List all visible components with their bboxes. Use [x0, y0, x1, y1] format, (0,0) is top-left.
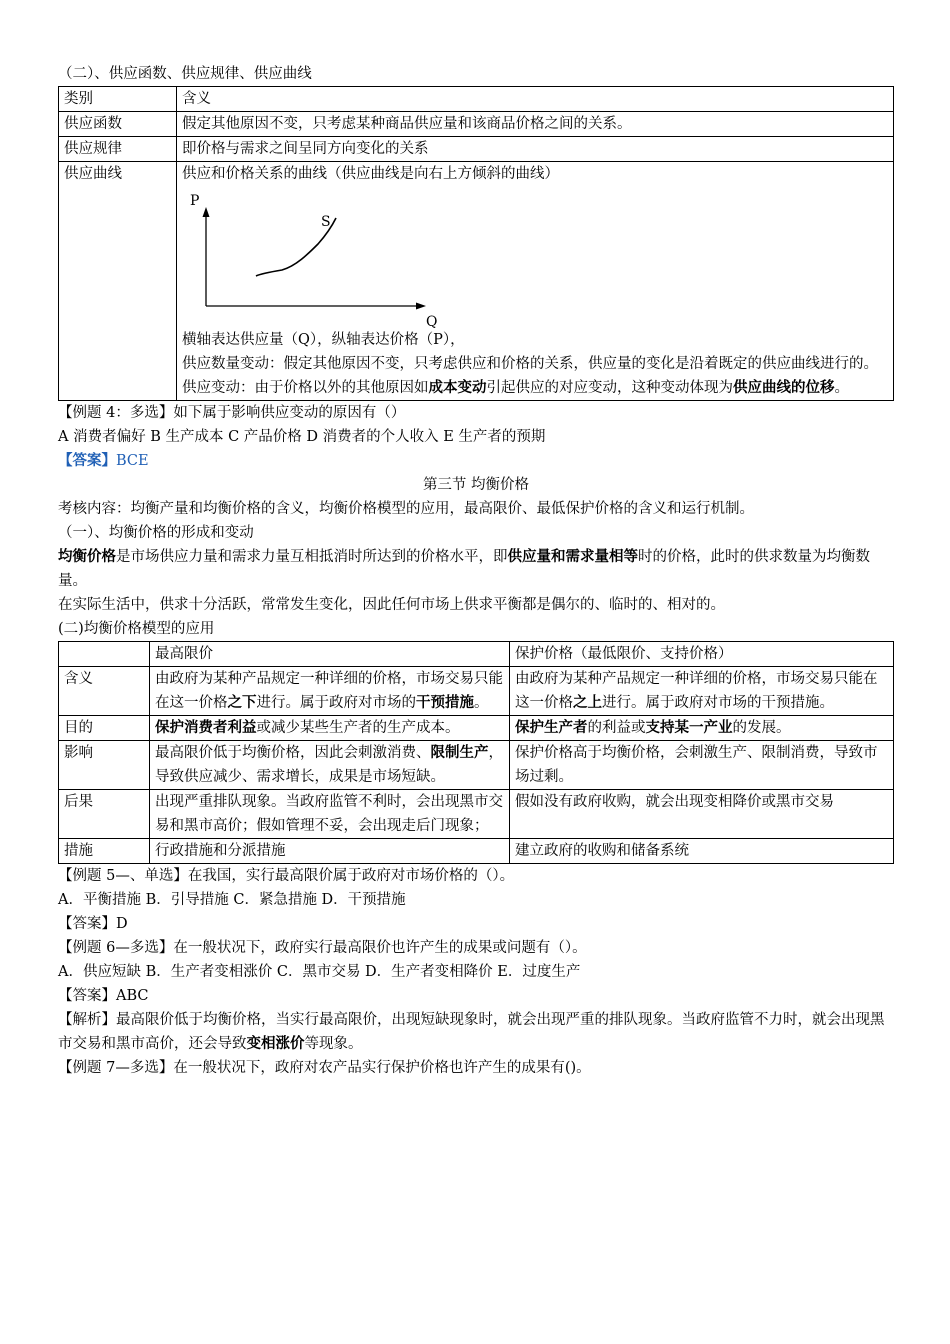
section-3-title: 第三节 均衡价格 — [422, 477, 530, 493]
row-label-supply-function: 供应函数 — [59, 112, 177, 137]
graph-label-p: P — [190, 193, 200, 209]
supply-curve-cell — [177, 162, 894, 401]
supply-change: 供应变动：由于价格以外的其他原因如成本变动引起供应的对应变动，这种变动体现为供应曲线的位移。 — [182, 379, 849, 396]
section-heading-supply: （二）、供应函数、供应规律、供应曲线 — [58, 66, 312, 82]
row-label-purpose: 目的 — [59, 716, 150, 741]
price-control-table — [58, 641, 894, 864]
table-row — [59, 667, 894, 716]
row-label-impact: 影响 — [59, 741, 150, 790]
subsection-equilibrium-formation: （一）、均衡价格的形成和变动 — [58, 525, 254, 541]
ceiling-consequence: 出现严重排队现象。当政府监管不利时，会出现黑市交易和黑市高价；假如管理不妥，会出现走后门现象； — [150, 790, 510, 839]
row-label-measures: 措施 — [59, 839, 150, 864]
equilibrium-price-definition: 均衡价格是市场供应力量和需求力量互相抵消时所达到的价格水平，即供应量和需求量相等时的价格，此时的供求数量为均衡数量。 — [58, 548, 870, 589]
row-label-consequence: 后果 — [59, 790, 150, 839]
x-axis-arrow — [416, 303, 426, 310]
table-row — [59, 642, 894, 667]
table-row — [59, 112, 894, 137]
support-purpose: 保护生产者的利益或支持某一产业的发展。 — [510, 716, 894, 741]
table-row — [59, 162, 894, 401]
example-4-question: 【例题 4：多选】如下属于影响供应变动的原因有（） — [58, 405, 406, 421]
supply-law-text: 即价格与需求之间呈同方向变化的关系 — [177, 137, 894, 162]
header-cell-support-price: 保护价格（最低限价、支持价格） — [510, 642, 894, 667]
supply-curve-graph — [184, 188, 454, 328]
row-label-supply-curve: 供应曲线 — [59, 162, 177, 401]
supply-quantity-change: 供应数量变动：假定其他原因不变，只考虑供应和价格的关系，供应量的变化是沿着既定的供应曲线进行的。 — [182, 356, 878, 372]
example-5-question: 【例题 5—、单选】在我国，实行最高限价属于政府对市场价格的（）。 — [58, 868, 515, 884]
table-row — [59, 790, 894, 839]
ceiling-measures: 行政措施和分派措施 — [150, 839, 510, 864]
example-4-options: A 消费者偏好 B 生产成本 C 产品价格 D 消费者的个人收入 E 生产者的预期 — [58, 429, 546, 445]
table-row — [59, 741, 894, 790]
supply-curve-intro: 供应和价格关系的曲线（供应曲线是向右上方倾斜的曲线） — [182, 166, 559, 182]
y-axis-arrow — [203, 207, 210, 217]
header-cell-category: 类别 — [59, 87, 177, 112]
exam-scope: 考核内容：均衡产量和均衡价格的含义，均衡价格模型的应用，最高限价、最低保护价格的含义和运行机制。 — [58, 501, 754, 517]
support-consequence: 假如没有政府收购，就会出现变相降价或黑市交易 — [510, 790, 894, 839]
support-measures: 建立政府的收购和储备系统 — [510, 839, 894, 864]
reality-note: 在实际生活中，供求十分活跃，常常发生变化，因此任何市场上供求平衡都是偶尔的、临时的、相对的。 — [58, 597, 725, 613]
table-row — [59, 137, 894, 162]
subsection-model-application: (二)均衡价格模型的应用 — [58, 621, 215, 637]
table-row — [59, 87, 894, 112]
row-label-meaning: 含义 — [59, 667, 150, 716]
supply-function-text: 假定其他原因不变，只考虑某种商品供应量和该商品价格之间的关系。 — [177, 112, 894, 137]
ceiling-purpose: 保护消费者利益或减少某些生产者的生产成本。 — [150, 716, 510, 741]
example-5-answer: 【答案】D — [58, 916, 128, 932]
example-4-answer: 【答案】BCE — [58, 452, 149, 469]
ceiling-meaning: 由政府为某种产品规定一种详细的价格，市场交易只能在这一价格之下进行。属于政府对市场的干预措施。 — [150, 667, 510, 716]
axis-note: 横轴表达供应量（Q），纵轴表达价格（P）， — [182, 332, 465, 348]
header-cell-empty — [59, 642, 150, 667]
table-row — [59, 839, 894, 864]
support-meaning: 由政府为某种产品规定一种详细的价格，市场交易只能在这一价格之上进行。属于政府对市场的干预措施。 — [510, 667, 894, 716]
table-row — [59, 716, 894, 741]
example-7-question: 【例题 7—多选】在一般状况下，政府对农产品实行保护价格也许产生的成果有()。 — [58, 1060, 591, 1076]
document-page — [58, 62, 894, 1080]
support-impact: 保护价格高于均衡价格，会刺激生产、限制消费，导致市场过剩。 — [510, 741, 894, 790]
graph-label-s: S — [321, 214, 331, 230]
header-cell-meaning: 含义 — [177, 87, 894, 112]
example-6-explanation: 【解析】最高限价低于均衡价格，当实行最高限价，出现短缺现象时，就会出现严重的排队现象。当政府监管不力时，就会出现黑市交易和黑市高价，还会导致变相涨价等现象。 — [58, 1012, 885, 1052]
supply-table — [58, 86, 894, 401]
graph-label-q: Q — [426, 314, 438, 328]
example-6-options: A．供应短缺 B．生产者变相涨价 C．黑市交易 D．生产者变相降价 E．过度生产 — [58, 964, 581, 980]
example-6-question: 【例题 6—多选】在一般状况下，政府实行最高限价也许产生的成果或问题有（）。 — [58, 940, 587, 956]
row-label-supply-law: 供应规律 — [59, 137, 177, 162]
header-cell-ceiling-price: 最高限价 — [150, 642, 510, 667]
example-6-answer: 【答案】ABC — [58, 988, 149, 1004]
example-5-options: A．平衡措施 B．引导措施 C．紧急措施 D．干预措施 — [58, 892, 406, 908]
ceiling-impact: 最高限价低于均衡价格，因此会刺激消费、限制生产，导致供应减少、需求增长，成果是市场短缺。 — [150, 741, 510, 790]
